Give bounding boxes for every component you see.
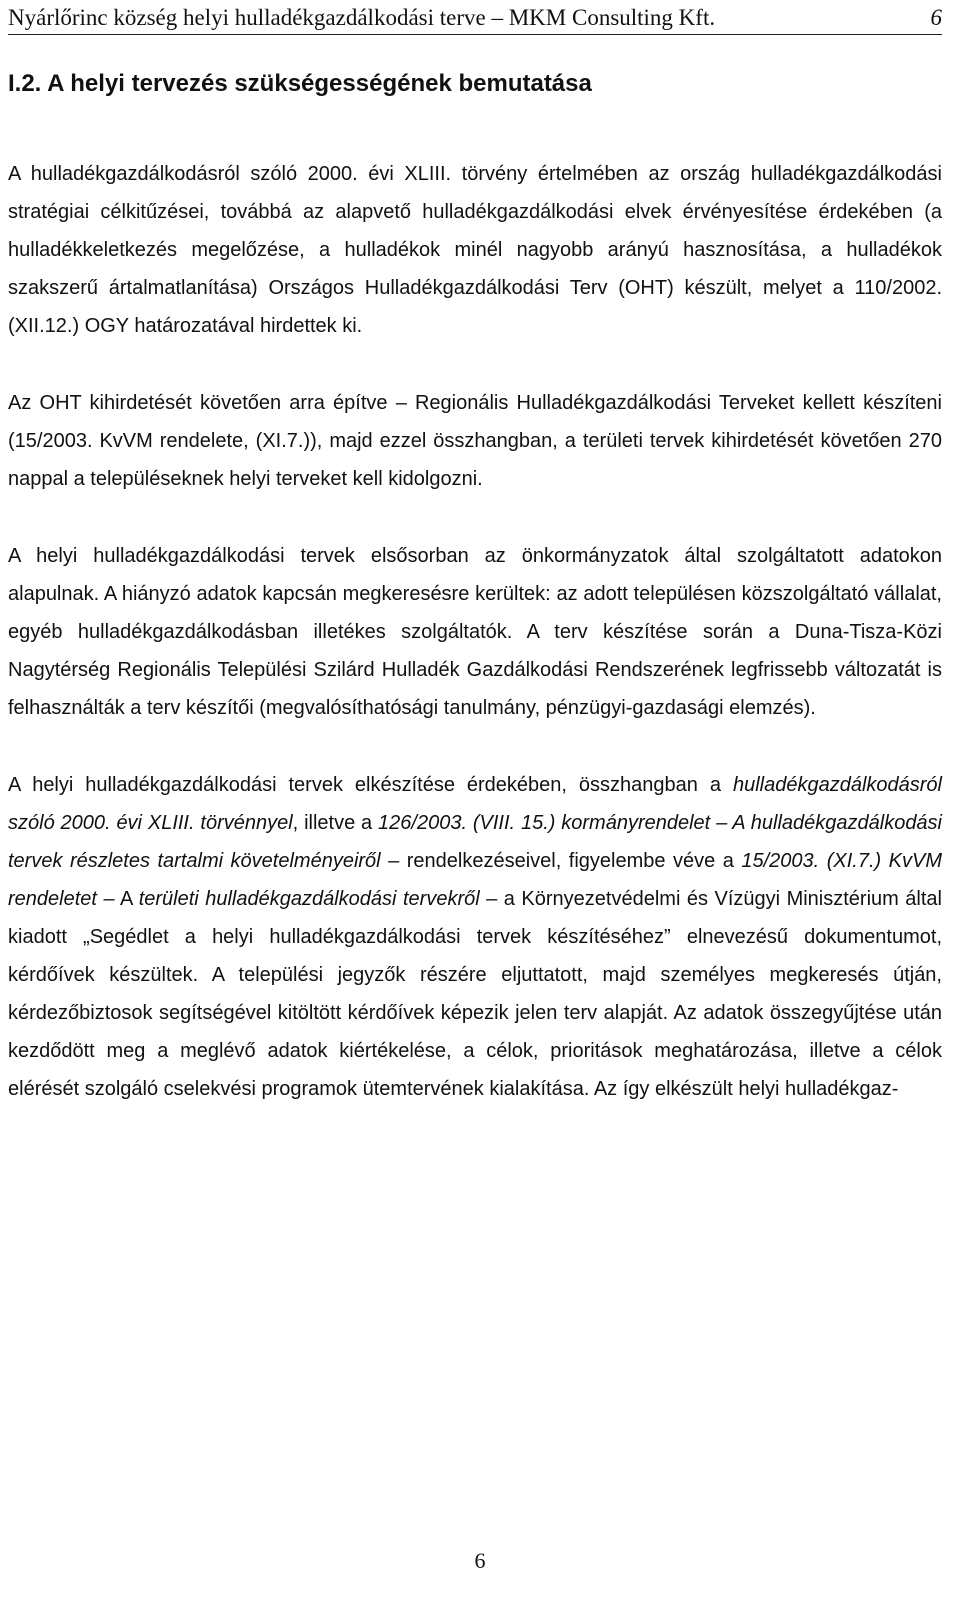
paragraph-4-text: , illetve a xyxy=(292,812,379,834)
section-title: I.2. A helyi tervezés szükségességének bemutatása xyxy=(8,70,592,97)
regional-plans-reference-italic: területi hulladékgazdálkodási tervekről xyxy=(138,888,480,910)
paragraph-3: A helyi hulladékgazdálkodási tervek elsősorban az önkormányzatok által szolgáltatott adatokon alapulnak. A hiányzó adatok kapcsán megkeresésre kerültek: az adott településen közszolgáltató vállalat, egyéb hulladékgazdálkodásban illetékes szolgáltatók. A terv készítése során a Duna-Tisza-Közi Nagytérség Regionális Települési Szilárd Hulladék Gazdálkodási Rendszerének legfrissebb változatát is felhasználták a terv készítői (megvalósíthatósági tanulmány, pénzügyi-gazdasági elemzés). xyxy=(8,545,942,719)
header-page-number: 6 xyxy=(930,5,942,30)
paragraph-4 xyxy=(8,766,942,1108)
regulation-reference-italic: 15/2003. (XI.7.) KvVM rendeletet xyxy=(8,850,942,910)
footer-page-number: 6 xyxy=(474,1548,486,1573)
paragraph-1: A hulladékgazdálkodásról szóló 2000. évi XLIII. törvény értelmében az ország hulladékgazdálkodási stratégiai célkitűzései, továbbá az alapvető hulladékgazdálkodási elvek érvényesítése érdekében (a hulladékkeletkezés megelőzése, a hulladékok minél nagyobb arányú hasznosítása, a hulladékok szakszerű ártalmatlanítása) Országos Hulladékgazdálkodási Terv (OHT) készült, melyet a 110/2002. (XII.12.) OGY határozatával hirdettek ki. xyxy=(8,163,942,337)
header-title: Nyárlőrinc község helyi hulladékgazdálkodási terve – MKM Consulting Kft. xyxy=(8,5,716,30)
decree-reference-italic: 126/2003. (VIII. 15.) kormányrendelet – A hulladékgazdálkodási tervek részletes tartalmi követelményeiről xyxy=(8,812,943,872)
paragraph-4-text: – rendelkezéseivel, figyelembe véve a xyxy=(380,850,742,872)
paragraph-2: Az OHT kihirdetését követően arra építve – Regionális Hulladékgazdálkodási Terveket kellett készíteni (15/2003. KvVM rendelete, (XI.7.)), majd ezzel összhangban, a területi tervek kihirdetését követően 270 nappal a településeknek helyi terveket kell kidolgozni. xyxy=(8,392,942,490)
paragraph-4-text: A helyi hulladékgazdálkodási tervek elkészítése érdekében, összhangban a xyxy=(8,774,733,796)
page-header xyxy=(8,4,942,35)
paragraph-4-text: – A xyxy=(96,888,139,910)
law-reference-italic: hulladékgazdálkodásról szóló 2000. évi XLIII. törvénnyel xyxy=(8,774,942,834)
paragraph-4-text: – a Környezetvédelmi és Vízügyi Minisztérium által kiadott „Segédlet a helyi hulladékgazdálkodási tervek készítéséhez” elnevezésű dokumentumot, kérdőívek készültek. A települési jegyzők részére eljuttatott, majd személyes megkeresés útján, kérdezőbiztosok segítségével kitöltött kérdőívek képezik jelen terv alapját. Az adatok összegyűjtése után kezdődött meg a meglévő adatok kiértékelése, a célok, prioritások meghatározása, illetve a célok elérését szolgáló cselekvési programok ütemtervének kialakítása. Az így elkészült helyi hulladékgaz- xyxy=(8,888,942,1100)
document-body xyxy=(8,155,942,1147)
